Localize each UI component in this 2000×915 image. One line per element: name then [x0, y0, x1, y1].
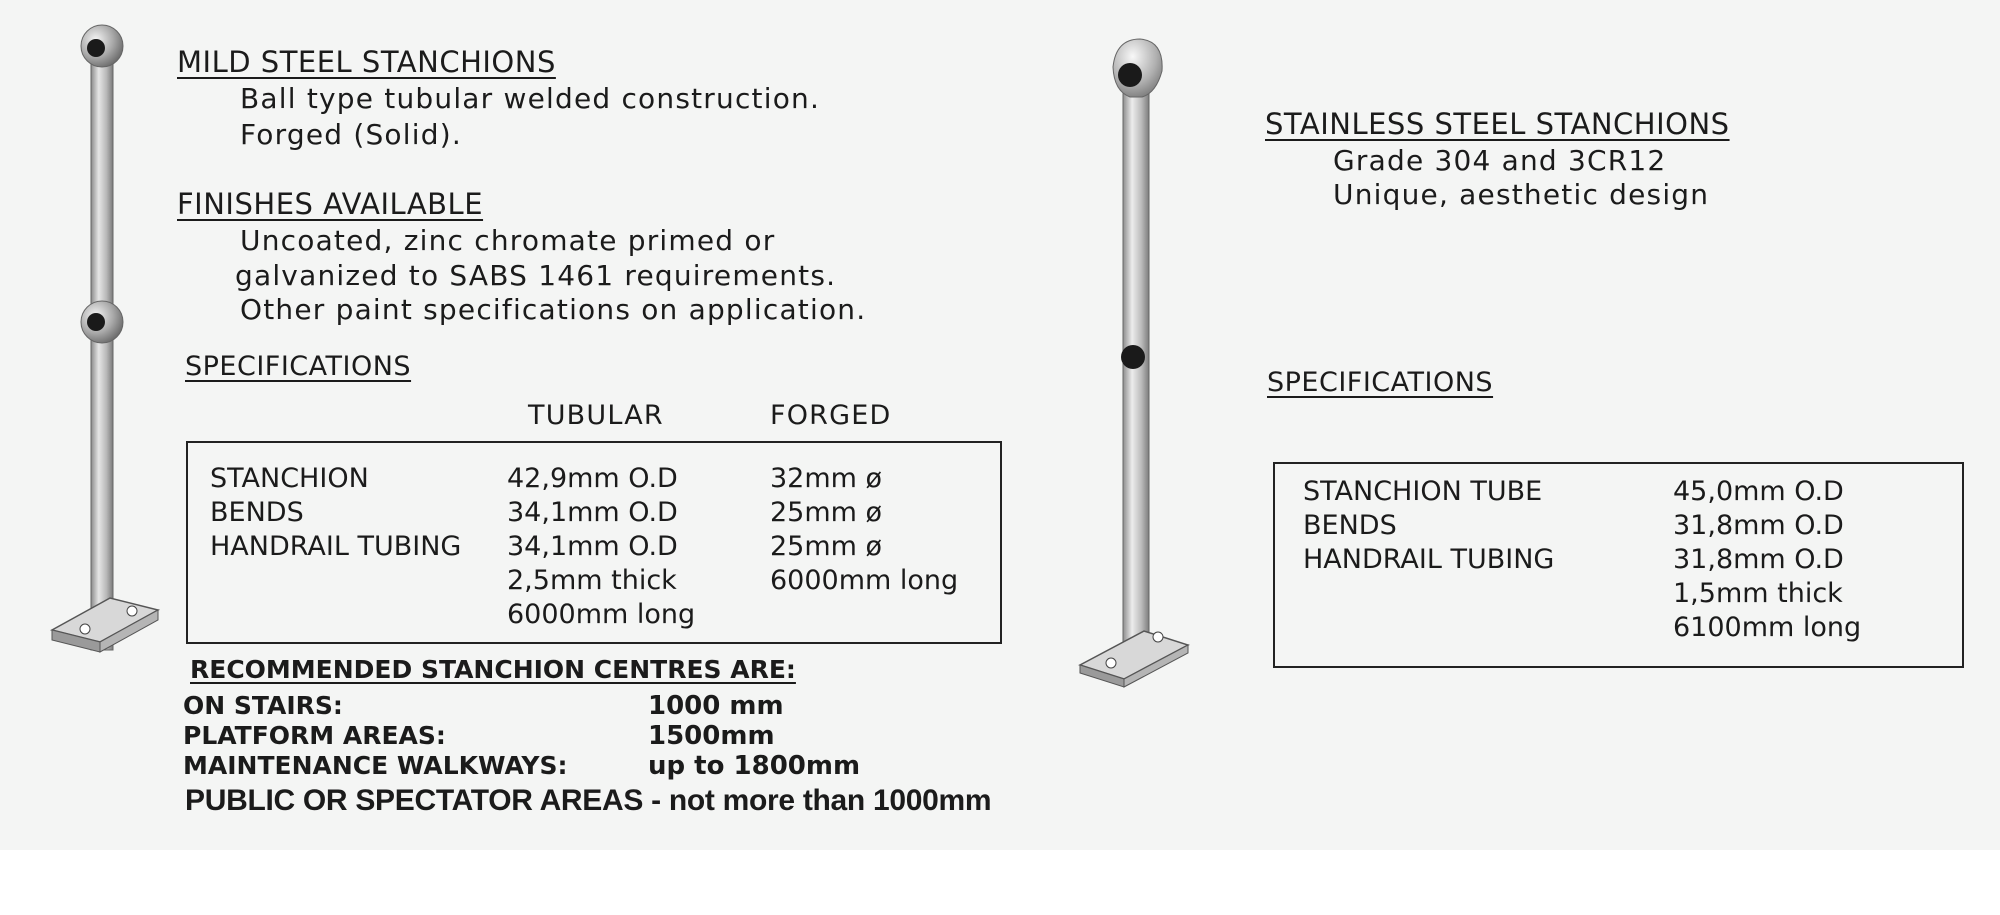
forged-handrail: 25mm ø — [770, 531, 883, 562]
forged-values — [770, 462, 958, 598]
mild-steel-desc-line-2: Forged (Solid). — [240, 118, 462, 151]
right-spec-labels — [1303, 475, 1554, 577]
centres-title: RECOMMENDED STANCHION CENTRES ARE: — [190, 655, 796, 684]
stainless-title: STAINLESS STEEL STANCHIONS — [1265, 107, 1730, 141]
public-areas-note: PUBLIC OR SPECTATOR AREAS - not more than 1000mm — [185, 784, 992, 817]
right-spec-title: SPECIFICATIONS — [1267, 367, 1494, 398]
mild-steel-desc-line-1: Ball type tubular welded construction. — [240, 82, 821, 115]
centre-value-stairs: 1000 mm — [648, 691, 784, 721]
ss-label-stanchion-tube: STANCHION TUBE — [1303, 476, 1543, 507]
centre-label-walkways: MAINTENANCE WALKWAYS: — [183, 751, 568, 780]
stainless-steel-stanchion-illustration — [1070, 35, 1200, 695]
col-header-tubular: TUBULAR — [528, 400, 664, 431]
ss-bends: 31,8mm O.D — [1673, 510, 1844, 541]
left-spec-labels — [210, 462, 461, 564]
finishes-line-3: Other paint specifications on application. — [240, 293, 867, 326]
centre-value-walkways: up to 1800mm — [648, 751, 861, 781]
centre-label-platform: PLATFORM AREAS: — [183, 721, 446, 750]
centre-value-platform: 1500mm — [648, 721, 775, 751]
ss-thickness: 1,5mm thick — [1673, 578, 1843, 609]
forged-stanchion: 32mm ø — [770, 463, 883, 494]
col-header-forged: FORGED — [770, 400, 892, 431]
spec-label-bends: BENDS — [210, 497, 304, 528]
finishes-line-1: Uncoated, zinc chromate primed or — [240, 224, 776, 257]
tubular-handrail: 34,1mm O.D — [507, 531, 678, 562]
mild-steel-stanchion-illustration — [40, 20, 170, 670]
left-spec-title: SPECIFICATIONS — [185, 351, 412, 382]
right-spec-values — [1673, 475, 1861, 645]
mild-steel-title: MILD STEEL STANCHIONS — [177, 45, 556, 79]
finishes-title: FINISHES AVAILABLE — [177, 187, 484, 221]
ss-handrail: 31,8mm O.D — [1673, 544, 1844, 575]
spec-label-stanchion: STANCHION — [210, 463, 369, 494]
ss-label-handrail: HANDRAIL TUBING — [1303, 544, 1555, 575]
forged-length: 6000mm long — [770, 565, 959, 596]
ss-stanchion-tube: 45,0mm O.D — [1673, 476, 1844, 507]
tubular-values — [507, 462, 695, 632]
tubular-length: 6000mm long — [507, 599, 696, 630]
spec-label-handrail: HANDRAIL TUBING — [210, 531, 462, 562]
stainless-desc-line-1: Grade 304 and 3CR12 — [1333, 144, 1667, 177]
tubular-stanchion: 42,9mm O.D — [507, 463, 678, 494]
finishes-line-2: galvanized to SABS 1461 requirements. — [235, 259, 837, 292]
ss-length: 6100mm long — [1673, 612, 1862, 643]
ss-label-bends: BENDS — [1303, 510, 1397, 541]
tubular-bends: 34,1mm O.D — [507, 497, 678, 528]
forged-bends: 25mm ø — [770, 497, 883, 528]
tubular-thickness: 2,5mm thick — [507, 565, 677, 596]
stainless-desc-line-2: Unique, aesthetic design — [1333, 178, 1710, 211]
centre-label-stairs: ON STAIRS: — [183, 691, 343, 720]
